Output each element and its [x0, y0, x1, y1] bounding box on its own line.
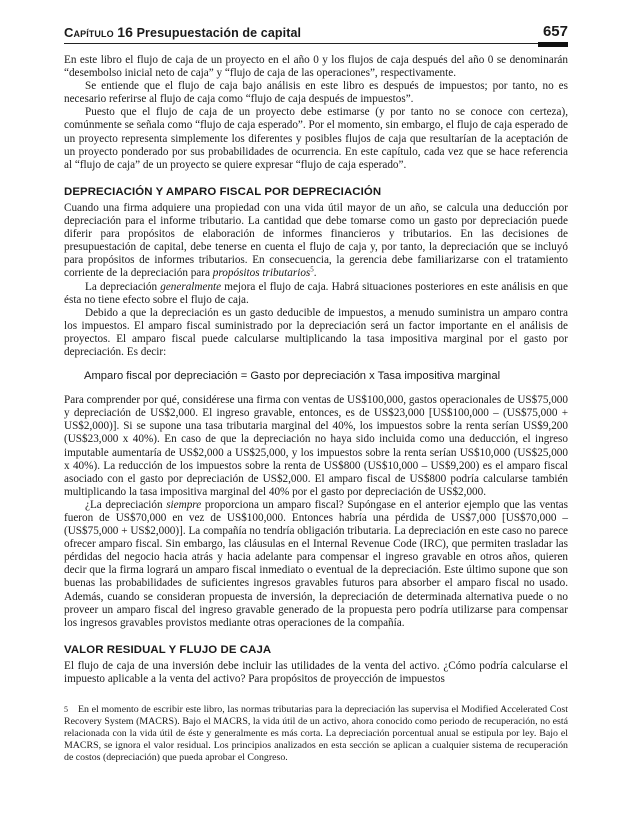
intro-paragraph-2: Se entiende que el flujo de caja bajo análisis en este libro es después de impuestos; por tanto, no es necesario referirse al flujo de caja como “flujo de caja después de impuestos”. — [64, 80, 568, 106]
section-heading-depreciation: DEPRECIACIÓN Y AMPARO FISCAL POR DEPRECIACIÓN — [64, 185, 382, 198]
footnote-text: En el momento de escribir este libro, las normas tributarias para la depreciación las supervisa el Modified Accelerated Cost Recovery System (MACRS). Bajo el MACRS, la vida útil de un activo, ahora conocido como periodo de recuperación, no está relacionada con la vida útil de éste y generalmente es más corta. La depreciación porcentual anual se estipula por ley. Bajo el MACRS, se ignora el valor residual. Los principios analizados en esta sección se aplican a cualquier sistema de recuperación de costos (depreciación) que pueda aprobar el Congreso. — [64, 704, 568, 764]
intro-paragraph-3: Puesto que el flujo de caja de un proyecto debe estimarse (y por tanto no se conoce con certeza), comúnmente se señala como “flujo de caja esperado”. Por el momento, sin embargo, el flujo de caja esperado de un proyecto representa simplemente los diferentes y posibles flujos de caja que resultarían de la aceptación de un proyecto ponderado por sus probabilidades de ocurrencia. En este capítulo, cada vez que se hace referencia al “flujo de caja” de un proyecto se quiere expresar “flujo de caja esperado”. — [64, 106, 568, 171]
header-rule-block — [538, 42, 568, 47]
depreciation-p2-end: mejora el flujo de caja. Habrá situaciones posteriores en este análisis en que ésta no tiene efecto sobre el flujo de caja. — [64, 280, 568, 306]
intro-paragraph-1: En este libro el flujo de caja de un proyecto en el año 0 y los flujos de caja después del año 0 se denominarán “desembolso inicial neto de caja” y “flujo de caja de las operaciones”, respectivamente. — [64, 54, 568, 80]
depreciation-paragraph-3: Debido a que la depreciación es un gasto deducible de impuestos, a menudo suministra un amparo contra los impuestos. El amparo fiscal suministrado por la depreciación será un factor importante en el análisis de proyectos. El amparo fiscal puede calcularse multiplicando la tasa impositiva marginal por el gasto por depreciación. Es decir: — [64, 306, 568, 358]
chapter-number: 16 — [117, 24, 134, 40]
depreciation-p5-emphasis: siempre — [166, 498, 202, 511]
depreciation-p5-text: ¿La depreciación — [85, 498, 167, 511]
depreciation-p2-emphasis: generalmente — [160, 280, 222, 293]
chapter-label: Capítulo — [64, 25, 114, 40]
depreciation-p1-text: Cuando una firma adquiere una propiedad con una vida útil mayor de un año, se calcula una deducción por depreciación para el informe tributario. La cantidad que debe tomarse como un gasto por depreciación puede diferir para propósitos de elaboración de informes financieros y tributarios. En las decisiones de presupuestación de capital, debe tenerse en cuenta el flujo de caja y, por tanto, la depreciación que se incluyó para propósitos de informes tributarios. En consecuencia, la gerencia debe familiarizarse con el tratamiento corriente de la depreciación para — [64, 201, 568, 280]
footnote-mark: 5 — [64, 705, 68, 715]
depreciation-p1-emphasis: propósitos tributarios — [212, 267, 311, 280]
chapter-title: Presupuestación de capital — [136, 26, 302, 40]
residual-paragraph-1: El flujo de caja de una inversión debe incluir las utilidades de la venta del activo. ¿Cómo podría calcularse el impuesto aplicable a la venta del activo? Para propósitos de proyección de impuestos — [64, 659, 568, 686]
chapter-heading — [64, 24, 301, 40]
footnote-reference: 5 — [310, 265, 314, 274]
section-heading-residual-value: VALOR RESIDUAL Y FLUJO DE CAJA — [64, 643, 272, 656]
tax-shield-formula: Amparo fiscal por depreciación = Gasto por depreciación x Tasa impositiva marginal — [84, 370, 501, 383]
depreciation-paragraph-2 — [64, 281, 568, 307]
footnote — [64, 704, 568, 764]
depreciation-p1-end: . — [313, 267, 317, 280]
depreciation-paragraph-4: Para comprender por qué, considérese una firma con ventas de US$100,000, gastos operacionales de US$75,000 y depreciación de US$2,000. El ingreso gravable, entonces, es de US$23,000 [US$100,000 – (US$75,000 + US$2,000)]. Si se supone una tasa tributaria marginal del 40%, los impuestos sobre la renta serían US$9,200 (US$23,000 x 40%). En caso de que la depreciación no haya sido incluida como una deducción, el ingreso imputable aumentaría de US$2,000 a US$25,000, y los impuestos sobre la renta serían US$10,000 (US$25,000 x 40%). La reducción de los impuestos sobre la renta de US$800 (US$10,000 – US$9,200) es el amparo fiscal asociado con el gasto por depreciación de US$2,000. El amparo fiscal de US$800 podría calcularse también multiplicando la tasa impositiva marginal del 40% por el gasto por depreciación de US$2,000. — [64, 394, 568, 498]
running-header — [64, 18, 568, 40]
depreciation-paragraph-5 — [64, 499, 568, 630]
header-rule — [64, 43, 568, 44]
page-number: 657 — [542, 23, 568, 40]
depreciation-p5-end: proporciona un amparo fiscal? Supóngase en el anterior ejemplo que las ventas fueron de US$70,000 en vez de US$100,000. Entonces habría una pérdida de US$7,000 [US$70,000 – (US$75,000 + US$2,000)]. La compañía no tendría obligación tributaria. La depreciación en este caso no parece ofrecer amparo fiscal. Sin embargo, las cláusulas en el Internal Revenue Code (IRC), que permiten trasladar las pérdidas del negocio hacia atrás y hacia adelante para compensar el ingreso gravable en otros años, quieren decir que la firma logrará un amparo fiscal inmediato o eventual de la depreciación. Este último supone que son buenas las probabilidades de suficientes ingresos gravables futuros para absorber el amparo fiscal no usado. Además, cuando se consideran propuesta de inversión, la depreciación de determinada alternativa puede o no proveer un amparo fiscal del ingreso gravable generado de la propuesta pero podría utilizarse para compensar los ingresos gravables provistos mediante otras operaciones de la compañía. — [64, 498, 568, 629]
body-text — [64, 54, 568, 686]
depreciation-paragraph-1 — [64, 202, 568, 281]
depreciation-p2-text: La depreciación — [85, 280, 161, 293]
